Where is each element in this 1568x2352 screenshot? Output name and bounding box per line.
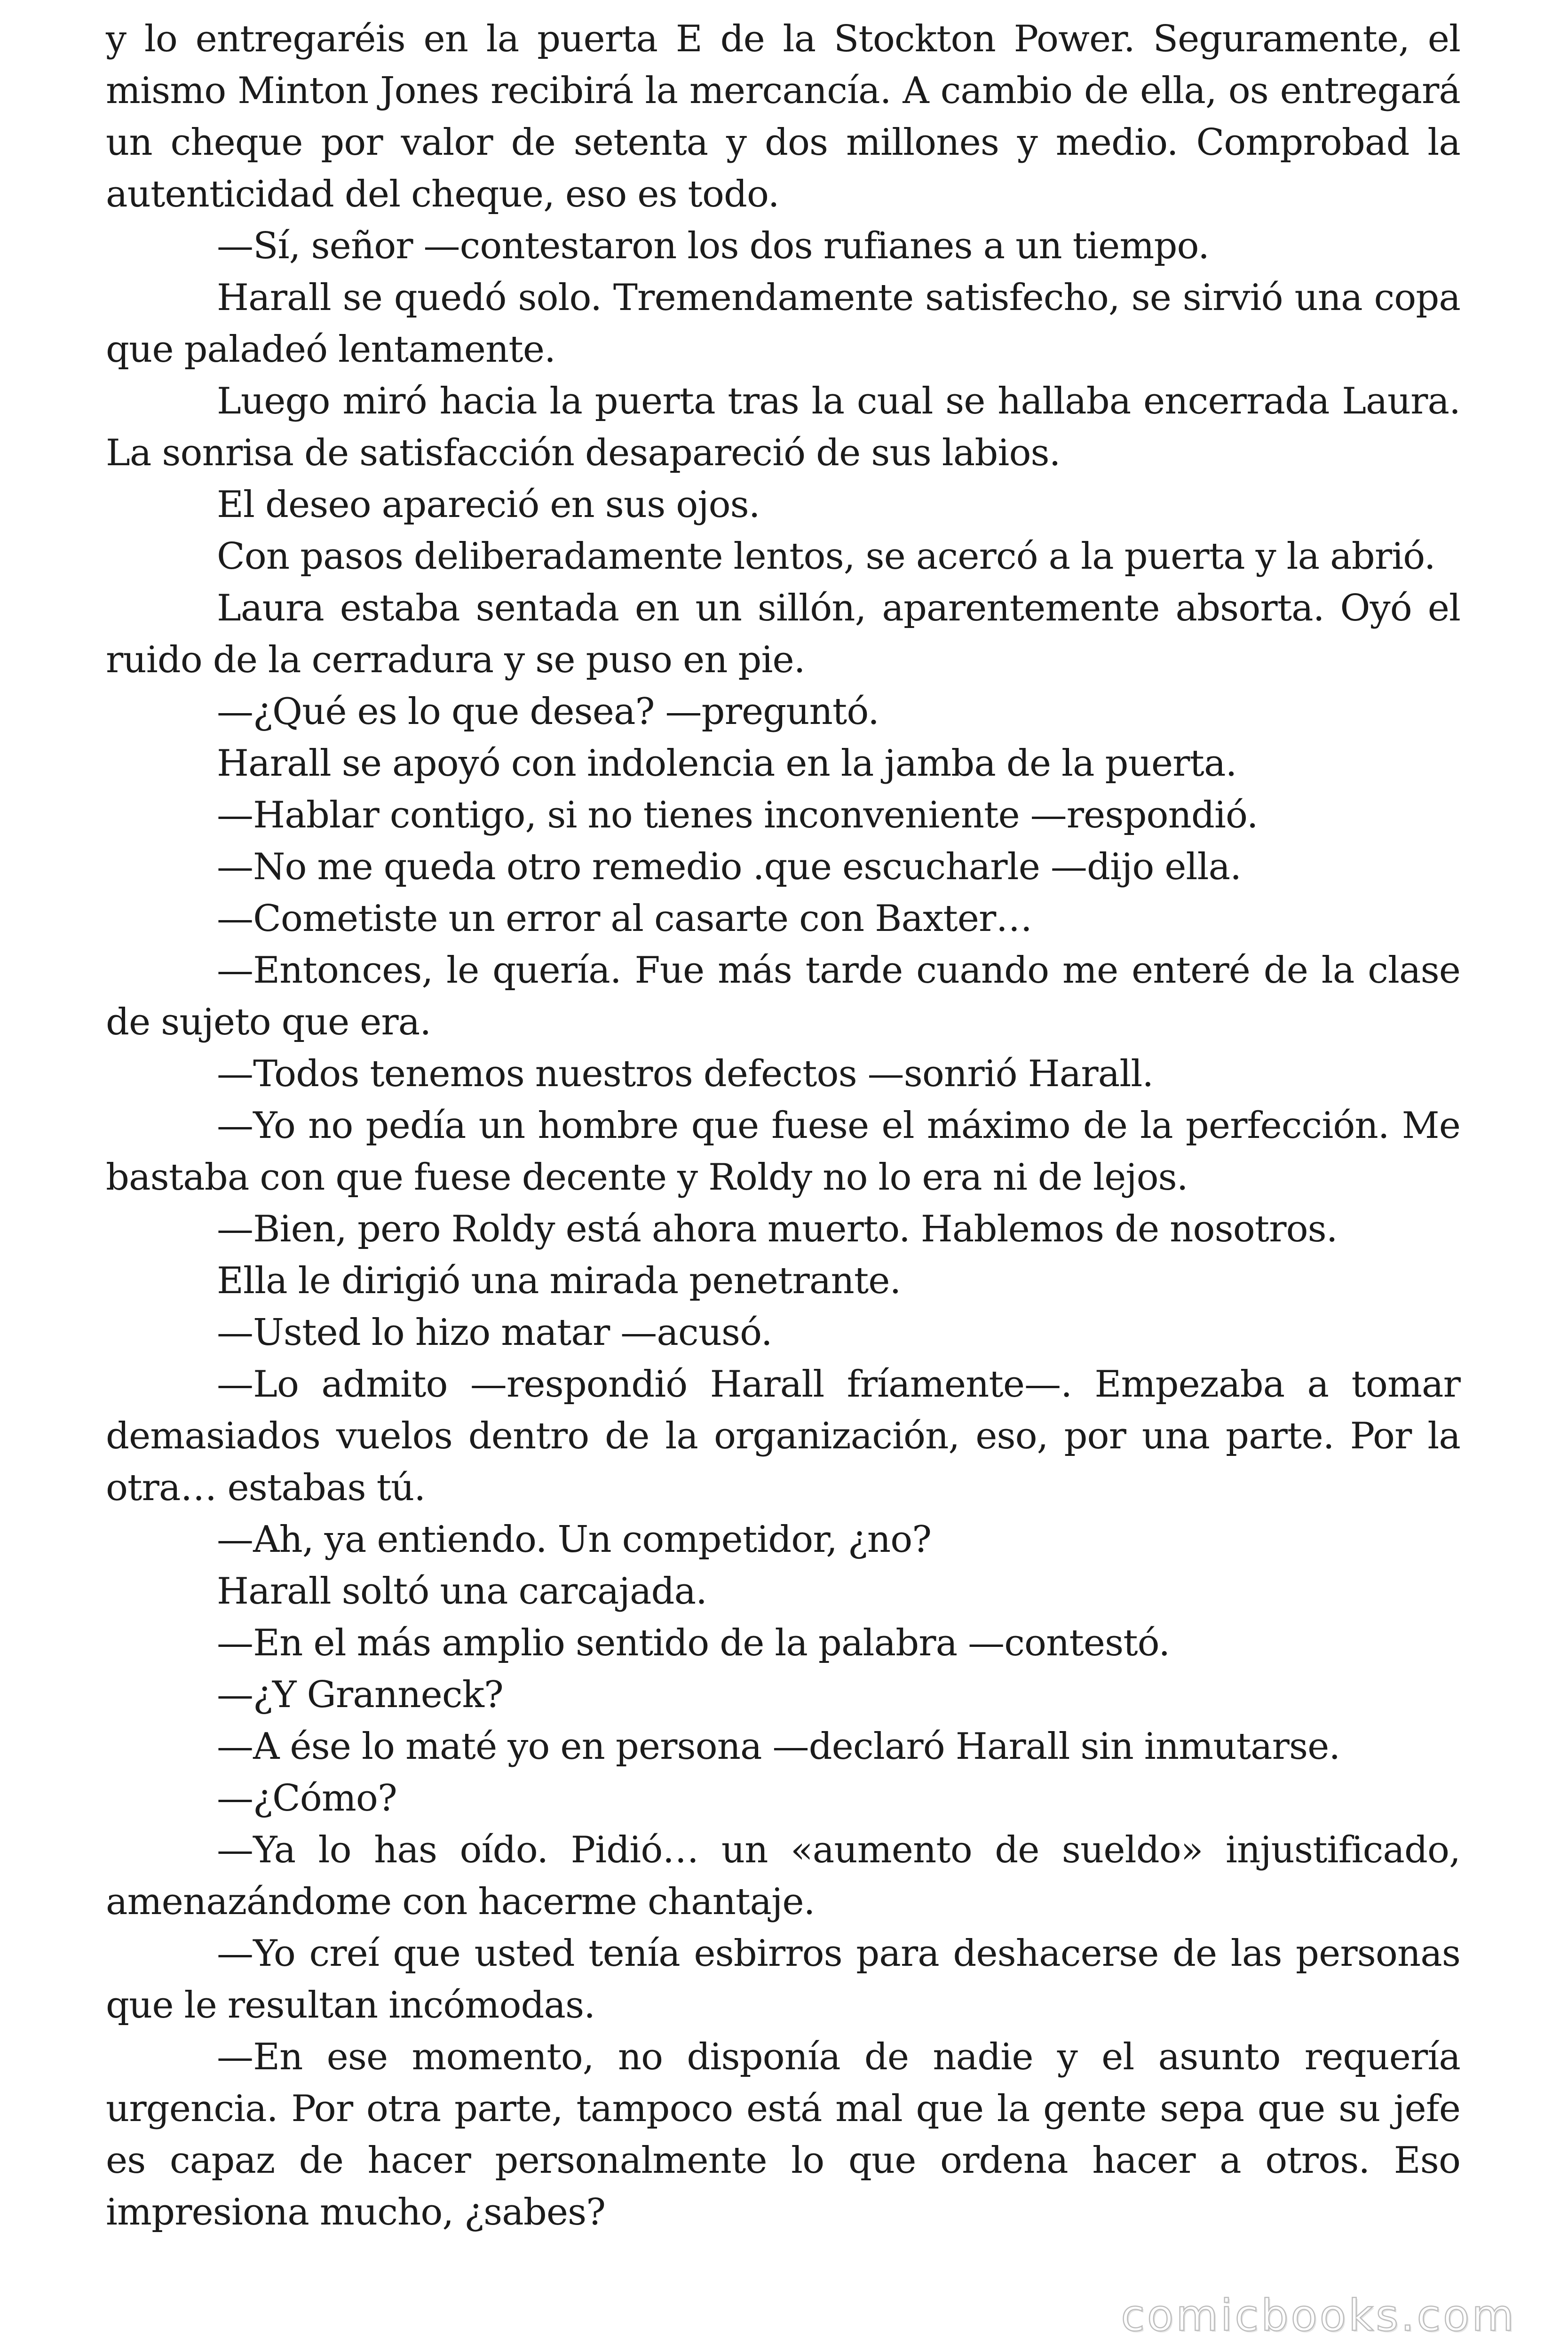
paragraph: Luego miró hacia la puerta tras la cual se hallaba encerrada Laura. La sonrisa de satisfacción desapareció de sus labios. bbox=[106, 380, 1460, 474]
paragraph: —¿Cómo? bbox=[217, 1777, 397, 1820]
paragraph: —En el más amplio sentido de la palabra —contestó. bbox=[217, 1622, 1170, 1664]
paragraph: —No me queda otro remedio .que escucharle —dijo ella. bbox=[217, 846, 1242, 888]
paragraph: —Cometiste un error al casarte con Baxter… bbox=[217, 898, 1032, 940]
paragraph: Harall soltó una carcajada. bbox=[217, 1570, 707, 1613]
paragraph: —Yo creí que usted tenía esbirros para deshacerse de las personas que le resultan incómodas. bbox=[106, 1932, 1460, 2026]
paragraph: —Ya lo has oído. Pidió… un «aumento de sueldo» injustificado, amenazándome con hacerme chantaje. bbox=[106, 1829, 1460, 1923]
paragraph: —Usted lo hizo matar —acusó. bbox=[217, 1311, 772, 1354]
paragraph: Ella le dirigió una mirada penetrante. bbox=[217, 1260, 901, 1302]
paragraph: —Bien, pero Roldy está ahora muerto. Hablemos de nosotros. bbox=[217, 1208, 1338, 1250]
paragraph: —Yo no pedía un hombre que fuese el máximo de la perfección. Me bastaba con que fuese decente y Roldy no lo era ni de lejos. bbox=[106, 1104, 1460, 1199]
paragraph: —En ese momento, no disponía de nadie y el asunto requería urgencia. Por otra parte, tampoco está mal que la gente sepa que su jefe es capaz de hacer personalmente lo que ordena hacer a otros. Eso impresiona mucho, ¿sabes? bbox=[106, 2036, 1460, 2233]
watermark-logo: comicbooks.com bbox=[1121, 2290, 1516, 2341]
paragraph: —¿Y Granneck? bbox=[217, 1674, 503, 1716]
paragraph: —A ése lo maté yo en persona —declaró Harall sin inmutarse. bbox=[217, 1725, 1340, 1768]
paragraph: Harall se quedó solo. Tremendamente satisfecho, se sirvió una copa que paladeó lentamente. bbox=[106, 277, 1460, 371]
paragraph: —Hablar contigo, si no tienes inconveniente —respondió. bbox=[217, 794, 1258, 836]
document-page bbox=[106, 13, 1460, 2238]
paragraph: Con pasos deliberadamente lentos, se acercó a la puerta y la abrió. bbox=[217, 535, 1435, 578]
paragraph: Harall se apoyó con indolencia en la jamba de la puerta. bbox=[217, 742, 1237, 785]
paragraph: —Sí, señor —contestaron los dos rufianes a un tiempo. bbox=[217, 225, 1210, 267]
paragraph: —Ah, ya entiendo. Un competidor, ¿no? bbox=[217, 1518, 932, 1561]
paragraph: El deseo apareció en sus ojos. bbox=[217, 484, 760, 526]
paragraph: —¿Qué es lo que desea? —preguntó. bbox=[217, 691, 879, 733]
paragraph: Laura estaba sentada en un sillón, aparentemente absorta. Oyó el ruido de la cerradura y se puso en pie. bbox=[106, 587, 1460, 681]
paragraph: —Todos tenemos nuestros defectos —sonrió Harall. bbox=[217, 1053, 1154, 1095]
paragraph: —Lo admito —respondió Harall fríamente—. Empezaba a tomar demasiados vuelos dentro de la organización, eso, por una parte. Por la otra… estabas tú. bbox=[106, 1363, 1460, 1509]
paragraph: y lo entregaréis en la puerta E de la Stockton Power. Seguramente, el mismo Minton Jones recibirá la mercancía. A cambio de ella, os entregará un cheque por valor de setenta y dos millones y medio. Comprobad la autenticidad del cheque, eso es todo. bbox=[106, 18, 1460, 215]
paragraph: —Entonces, le quería. Fue más tarde cuando me enteré de la clase de sujeto que era. bbox=[106, 949, 1460, 1043]
